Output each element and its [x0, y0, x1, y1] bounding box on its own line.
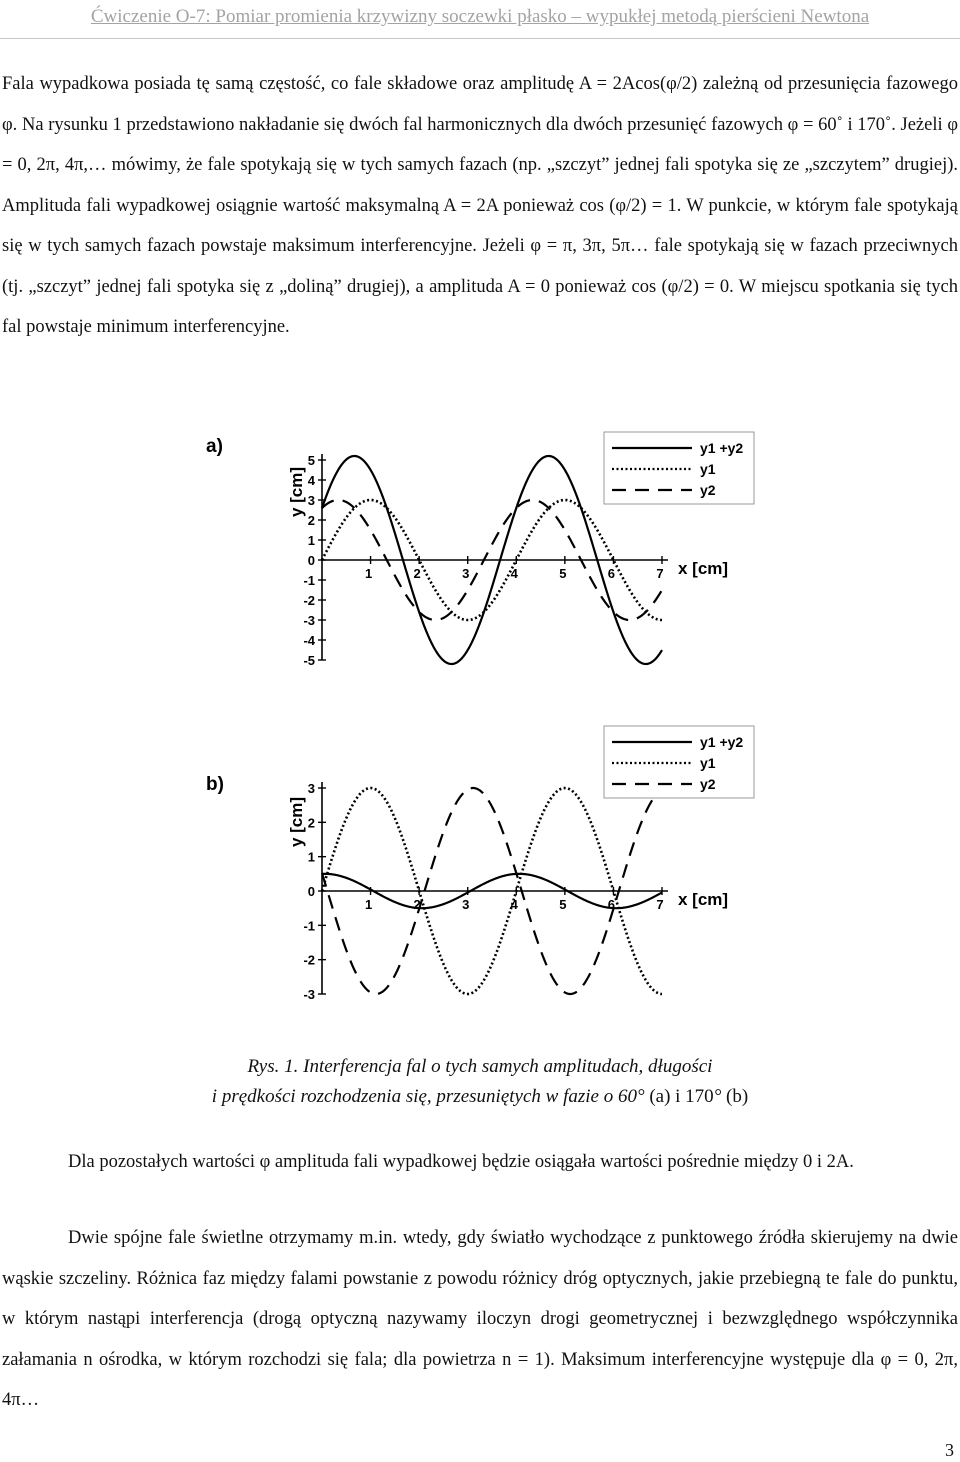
legend-label: y2: [700, 482, 716, 498]
x-tick-label: 1: [364, 897, 373, 912]
y-tick-label: 4: [307, 473, 315, 488]
y-tick-label: 3: [307, 781, 315, 796]
x-tick-label: 4: [510, 897, 518, 912]
figure-b: [200, 722, 760, 1006]
caption-line-2: [0, 1082, 960, 1112]
page-number: 3: [945, 1440, 954, 1460]
x-tick-label: 3: [462, 897, 470, 912]
x-axis-label: x [cm]: [678, 890, 729, 909]
caption-line-1: Rys. 1. Interferencja fal o tych samych amplitudach, długości: [247, 1056, 713, 1077]
y-tick-label: -3: [303, 987, 315, 1002]
legend-label: y1: [700, 461, 716, 477]
y-tick-label: 2: [307, 815, 315, 831]
y-tick-label: 1: [307, 533, 315, 548]
x-tick-label: 6: [607, 897, 616, 912]
caption-text-2: i prędkości rozchodzenia się, przesuniętych w fazie o 60: [211, 1086, 637, 1107]
y-tick-label: 5: [307, 453, 315, 468]
y-tick-label: -5: [303, 653, 315, 668]
figure-a: [200, 424, 760, 686]
figure-caption: [0, 1052, 960, 1112]
y-tick-label: 2: [307, 513, 315, 528]
x-tick-label: 3: [462, 566, 470, 581]
y-axis-label: y [cm]: [287, 796, 306, 848]
y-tick-label: 1: [307, 849, 315, 865]
panel-label: a): [206, 436, 223, 457]
y-tick-label: -3: [303, 613, 315, 628]
paragraph-2: Dla pozostałych wartości φ amplituda fali wypadkowej będzie osiągała wartości pośrednie między 0 i 2A.: [68, 1152, 854, 1172]
legend-label: y2: [700, 776, 716, 792]
degree-symbol-b: °: [713, 1086, 722, 1107]
x-tick-label: 6: [607, 566, 616, 581]
paragraph-1: Fala wypadkowa posiada tę samą częstość, co fale składowe oraz amplitudę A = 2Acos(φ/2) zależną od przesunięcia fazowego φ. Na rysunku 1 przedstawiono nakładanie się dwóch fal harmonicznych dla dwóch przesunięć fazowych φ = 60˚ i 170˚. Jeżeli φ = 0, 2π, 4π,… mówimy, że fale spotykają się w tych samych fazach (np. „szczyt” jednej fali spotyka się ze „szczytem” drugiej). Amplituda fali wypadkowej osiągnie wartość maksymalną A = 2A ponieważ cos (φ/2) = 1. W punkcie, w którym fale spotykają się w tych samych fazach powstaje maksimum interferencyjne. Jeżeli φ = π, 3π, 5π… fale spotykają się w fazach przeciwnych (tj. „szczyt” jednej fali spotyka się z „doliną” drugiej), a amplituda A = 0 ponieważ cos (φ/2) = 0. W miejscu spotkania się tych fal powstaje minimum interferencyjne.: [2, 74, 958, 337]
chart-a: [200, 424, 760, 686]
y-tick-label: 0: [307, 884, 315, 899]
y-tick-label: -2: [303, 593, 315, 608]
x-tick-label: 4: [510, 566, 518, 581]
x-tick-label: 2: [413, 566, 421, 581]
y-tick-label: -1: [303, 918, 315, 934]
caption-b-label: (b): [726, 1086, 749, 1107]
legend-label: y1 +y2: [700, 440, 744, 456]
y-axis-label: y [cm]: [287, 466, 306, 518]
degree-symbol-a: °: [636, 1086, 645, 1107]
x-axis-label: x [cm]: [678, 559, 729, 578]
y-tick-label: 3: [307, 493, 315, 508]
x-tick-label: 5: [559, 897, 567, 912]
x-tick-label: 1: [364, 566, 373, 581]
x-tick-label: 7: [656, 566, 664, 581]
legend-label: y1: [700, 755, 716, 771]
y-tick-label: -2: [303, 952, 315, 968]
panel-label: b): [206, 774, 224, 795]
caption-mid: i 170: [670, 1086, 714, 1107]
header-title: Ćwiczenie O-7: Pomiar promienia krzywizny soczewki płasko – wypukłej metodą pierścieni Newtona: [90, 6, 870, 27]
caption-a-label: (a): [649, 1086, 671, 1107]
y-tick-label: -4: [303, 633, 315, 648]
legend-label: y1 +y2: [700, 734, 744, 750]
x-tick-label: 5: [559, 566, 567, 581]
y-tick-label: -1: [303, 573, 315, 588]
x-tick-label: 7: [656, 897, 664, 912]
page-header: [0, 0, 960, 39]
chart-b: [200, 722, 760, 1006]
x-tick-label: 2: [413, 897, 421, 912]
y-tick-label: 0: [307, 553, 315, 568]
paragraph-3: Dwie spójne fale świetlne otrzymamy m.in. wtedy, gdy światło wychodzące z punktowego źródła skierujemy na dwie wąskie szczeliny. Różnica faz między falami powstanie z powodu różnicy dróg optycznych, jakie przebiegną te fale do punktu, w którym nastąpi interferencja (drogą optyczną nazywamy iloczyn drogi geometrycznej i bezwzględnego współczynnika załamania n ośrodka, w którym rozchodzi się fala; dla powietrza n = 1). Maksimum interferencyjne występuje dla φ = 0, 2π, 4π…: [2, 1228, 958, 1410]
